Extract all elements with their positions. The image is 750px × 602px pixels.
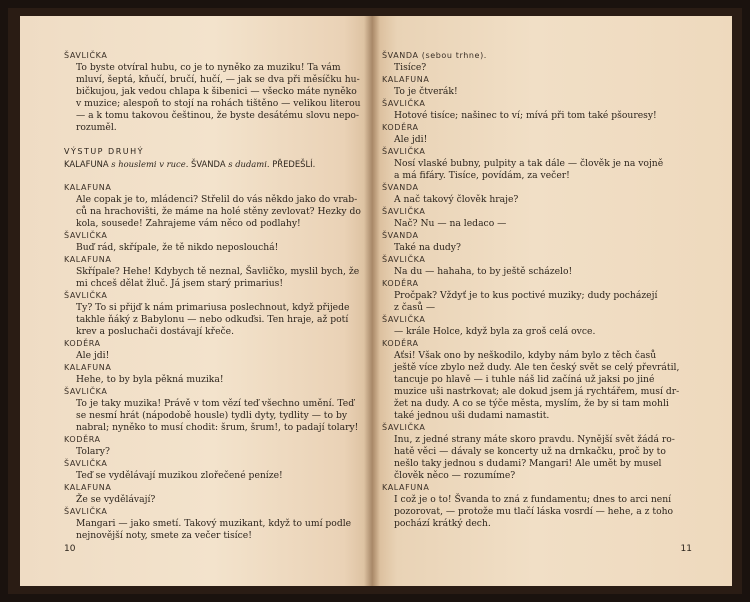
dialogue-block: [64, 434, 358, 458]
speaker-name: ŠAVLIČKA: [64, 51, 108, 60]
dialogue-line: ještě více zbylo než dudy. Ale ten český svět se celý převrátil,: [394, 362, 680, 373]
left-page: [20, 16, 372, 586]
left-dialogue-top: [64, 50, 361, 134]
dialogue-block: [382, 482, 692, 530]
dialogue-line: takhle ňáký z Babylonu — nebo odkuďsi. Ten hraje, až potí: [76, 314, 349, 325]
dialogue-line: Tolary?: [76, 446, 110, 457]
dialogue-block: [64, 482, 358, 506]
dialogue-block: [382, 230, 692, 254]
dialogue-line: Hotové tisíce; našinec to ví; mívá při tom také pšouresy!: [394, 110, 657, 121]
dialogue-line: mi chceš dělat žluč. Já jsem starý primarius!: [76, 278, 284, 289]
speaker-name: KALAFUNA: [64, 183, 112, 192]
spacer: [64, 170, 358, 182]
dialogue-block: [382, 122, 692, 146]
dialogue-line: hatě věci — dávaly se koncerty už na drnkačku, proč by to: [394, 446, 666, 457]
speaker-name: ŠVANDA: [382, 183, 419, 192]
right-page: [372, 16, 732, 586]
dialogue-block: [64, 362, 358, 386]
speaker-name: KALAFUNA: [64, 363, 112, 372]
dialogue-line: Pročpak? Vždyť je to kus poctivé muziky; dudy pocházejí: [394, 290, 658, 301]
dialogue-line: ců na hrachovišti, že máme na holé stěny zevlovat? Hezky do: [76, 206, 361, 217]
cast-text: PŘEDEŠLÍ.: [269, 159, 316, 169]
scene-title: VÝSTUP DRUHÝ: [64, 147, 145, 156]
dialogue-line: v muzice; alespoň to stojí na rohách tištěno — velikou literou: [76, 98, 361, 109]
dialogue-line: z časů —: [394, 302, 436, 313]
dialogue-line: se nesmí hrát (nápodobě housle) tydli dyty, tydlity — to by: [76, 410, 348, 421]
dialogue-block: [382, 254, 692, 278]
dialogue-block: [382, 422, 692, 482]
dialogue-block: [64, 230, 358, 254]
speaker-name: ŠAVLIČKA: [382, 99, 426, 108]
dialogue-line: pochází krátký dech.: [394, 518, 491, 529]
speaker-name: ŠVANDA (sebou trhne).: [382, 51, 487, 60]
dialogue-line: rozuměl.: [76, 122, 117, 133]
speaker-name: ŠAVLIČKA: [382, 315, 426, 324]
cast-text: ŠVANDA: [188, 159, 229, 169]
left-dialogue-bottom: [64, 182, 361, 542]
speaker-name: ŠAVLIČKA: [382, 207, 426, 216]
dialogue-block: [382, 182, 692, 206]
book-spread: [8, 8, 742, 594]
dialogue-block: [64, 254, 358, 290]
dialogue-block: [64, 458, 358, 482]
dialogue-line: žet na dudy. A co se týče města, myslím, že by si tam mohli: [394, 398, 669, 409]
speaker-name: KODĚRA: [64, 435, 101, 444]
dialogue-line: Ale copak je to, mládenci? Střelil do vás někdo jako do vrab-: [76, 194, 358, 205]
speaker-name: ŠAVLIČKA: [382, 423, 426, 432]
dialogue-line: Skřípale? Hehe! Kdybych tě neznal, Šavličko, myslil bych, že: [76, 266, 360, 277]
dialogue-line: krev a posluchači dostávají křeče.: [76, 326, 235, 337]
dialogue-line: také jednou uši dudami namastit.: [394, 410, 550, 421]
dialogue-line: — a k tomu takovou češtinou, že byste desátému slovu nepo-: [76, 110, 360, 121]
right-dialogue: [382, 50, 692, 530]
dialogue-line: Ale jdi!: [394, 134, 428, 145]
dialogue-line: Buď rád, skřípale, že tě nikdo neposlouchá!: [76, 242, 279, 253]
dialogue-line: Hehe, to by byla pěkná muzika!: [76, 374, 224, 385]
speaker-name: ŠAVLIČKA: [64, 507, 108, 516]
speaker-name: ŠAVLIČKA: [64, 387, 108, 396]
speaker-name: KALAFUNA: [64, 255, 112, 264]
dialogue-block: [64, 182, 361, 230]
page-number-right: 11: [680, 544, 692, 554]
dialogue-line: Nosí vlaské bubny, pulpity a tak dále — člověk je na vojně: [394, 158, 664, 169]
dialogue-line: tancuje po hlavě — i tuhle náš lid začíná už jaksi po jiné: [394, 374, 655, 385]
dialogue-line: a má fifáry. Tisíce, povídám, za večer!: [394, 170, 570, 181]
dialogue-block: [382, 338, 692, 422]
speaker-name: ŠAVLIČKA: [64, 291, 108, 300]
speaker-name: ŠAVLIČKA: [382, 147, 426, 156]
dialogue-line: nešlo taky jednou s dudami? Mangari! Ale umět by musel: [394, 458, 662, 469]
dialogue-block: [382, 146, 692, 182]
speaker-name: ŠVANDA: [382, 231, 419, 240]
speaker-name: KALAFUNA: [382, 75, 430, 84]
spacer: [64, 134, 358, 146]
dialogue-line: kola, sousede! Zahrajeme vám něco od podlahy!: [76, 218, 301, 229]
dialogue-line: Mangari — jako smetí. Takový muzikant, když to umí podle: [76, 518, 352, 529]
dialogue-block: [382, 278, 692, 314]
dialogue-block: [64, 506, 358, 542]
speaker-name: KODĚRA: [64, 339, 101, 348]
dialogue-block: [64, 50, 361, 134]
speaker-name: ŠAVLIČKA: [64, 231, 108, 240]
cast-text: KALAFUNA: [64, 159, 112, 169]
speaker-name: KALAFUNA: [382, 483, 430, 492]
cast-note: s houslemi v ruce.: [111, 159, 189, 169]
dialogue-line: A nač takový člověk hraje?: [394, 194, 519, 205]
dialogue-line: člověk něco — rozumíme?: [394, 470, 516, 481]
dialogue-line: To je taky muzika! Právě v tom vězí teď všechno umění. Teď: [76, 398, 355, 409]
dialogue-block: [382, 74, 692, 98]
dialogue-line: nabral; nyněko to musí chodit: šrum, šrum!, to padají tolary!: [76, 422, 359, 433]
dialogue-line: pozorovat, — protože mu tlačí láska vosrdí — hehe, a z toho: [394, 506, 674, 517]
dialogue-line: To je čtverák!: [394, 86, 458, 97]
speaker-name: KALAFUNA: [64, 483, 112, 492]
dialogue-block: [382, 206, 692, 230]
dialogue-block: [382, 50, 692, 74]
dialogue-line: Inu, z jedné strany máte skoro pravdu. Nynější svět žádá ro-: [394, 434, 675, 445]
dialogue-line: Teď se vydělávají muzikou zlořečené peníze!: [76, 470, 283, 481]
dialogue-line: bičkujou, jak vedou chlapa k šibenici — všecko máte nyněko: [76, 86, 357, 97]
dialogue-line: I což je o to! Švanda to zná z fundamentu; dnes to arci není: [394, 494, 672, 505]
speaker-name: KODĚRA: [382, 123, 419, 132]
dialogue-block: [382, 314, 692, 338]
dialogue-line: Že se vydělávají?: [76, 494, 156, 505]
dialogue-line: Tisíce?: [394, 62, 427, 73]
book-gutter: [364, 16, 380, 586]
dialogue-line: Ty? To si přijď k nám primariusa poslechnout, když přijede: [76, 302, 350, 313]
speaker-name: KODĚRA: [382, 339, 419, 348]
dialogue-line: — krále Holce, když byla za groš celá ovce.: [394, 326, 596, 337]
dialogue-block: [64, 386, 358, 434]
dialogue-line: Nač? Nu — na ledaco —: [394, 218, 507, 229]
dialogue-block: [382, 98, 692, 122]
dialogue-line: muzice uši nastrkovat; ale dokud jsem já rychtářem, musí dr-: [394, 386, 680, 397]
cast-note: s dudami.: [228, 159, 270, 169]
dialogue-block: [64, 338, 358, 362]
dialogue-line: mluví, šeptá, kňučí, bručí, hučí, — jak se dva při měsíčku hu-: [76, 74, 360, 85]
speaker-name: KODĚRA: [382, 279, 419, 288]
speaker-name: ŠAVLIČKA: [382, 255, 426, 264]
dialogue-block: [64, 290, 358, 338]
dialogue-line: Aťsi! Však ono by neškodilo, kdyby nám bylo z těch časů: [394, 350, 657, 361]
dialogue-line: To byste otvíral hubu, co je to nyněko za muziku! Ta vám: [76, 62, 341, 73]
speaker-name: ŠAVLIČKA: [64, 459, 108, 468]
dialogue-line: Na du — hahaha, to by ještě scházelo!: [394, 266, 573, 277]
dialogue-line: Ale jdi!: [76, 350, 110, 361]
page-number-left: 10: [64, 544, 76, 554]
dialogue-line: Také na dudy?: [394, 242, 461, 253]
dialogue-line: nejnovější noty, smete za večer tisíce!: [76, 530, 252, 541]
scene-cast: [64, 158, 358, 170]
